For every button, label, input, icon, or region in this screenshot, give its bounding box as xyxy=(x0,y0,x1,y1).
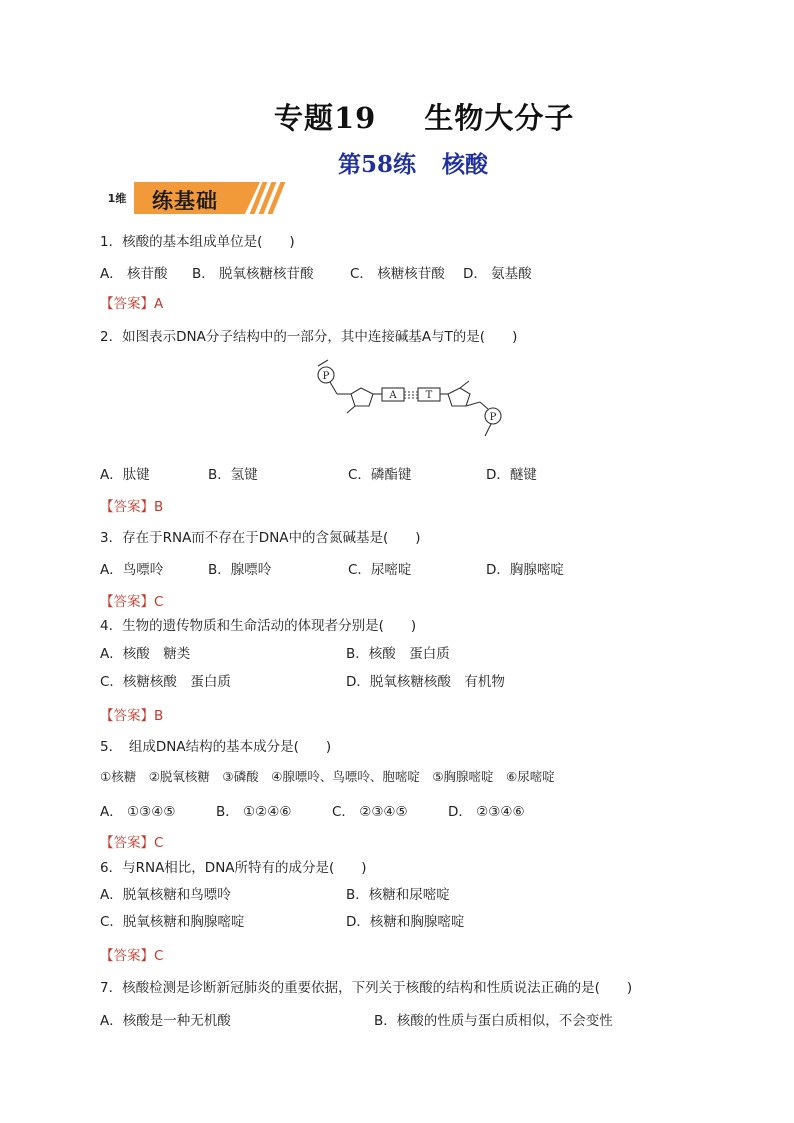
question-2-option-b: B．氢键 xyxy=(208,467,258,483)
diagram-bond xyxy=(466,402,480,406)
question-6-option-d: D．核糖和胸腺嘧啶 xyxy=(346,914,465,930)
diagram-bond xyxy=(460,381,469,388)
phosphate-label-right: P xyxy=(489,412,497,423)
question-4-option-d: D．脱氧核糖核酸 有机物 xyxy=(346,674,505,690)
section-banner xyxy=(100,182,280,216)
question-4-option-a: A．核酸 糖类 xyxy=(100,646,191,662)
question-5-answer: 【答案】C xyxy=(100,835,164,851)
dna-structure-diagram xyxy=(315,356,515,442)
question-1-answer: 【答案】A xyxy=(100,296,164,312)
question-4-option-b: B．核酸 蛋白质 xyxy=(346,646,450,662)
question-6-option-b: B．核糖和尿嘧啶 xyxy=(346,887,450,903)
question-5-components: ①核糖 ②脱氧核糖 ③磷酸 ④腺嘌呤、鸟嘌呤、胞嘧啶 ⑤胸腺嘧啶 ⑥尿嘧啶 xyxy=(100,769,555,784)
question-7-stem: 7．核酸检测是诊断新冠肺炎的重要依据，下列关于核酸的结构和性质说法正确的是( ) xyxy=(100,980,633,996)
page-subtitle xyxy=(338,146,488,179)
question-2-stem: 2．如图表示DNA分子结构中的一部分，其中连接碱基A与T的是( ) xyxy=(100,329,518,345)
question-7-option-a: A．核酸是一种无机酸 xyxy=(100,1013,231,1029)
subtitle-topic: 核酸 xyxy=(442,151,489,178)
question-4-stem: 4．生物的遗传物质和生命活动的体现者分别是( ) xyxy=(100,618,417,634)
question-3-option-c: C．尿嘧啶 xyxy=(348,562,412,578)
question-1-option-c: C． 核糖核苷酸 xyxy=(350,266,445,282)
base-a-label: A xyxy=(389,390,397,401)
base-t-label: T xyxy=(425,390,433,401)
subtitle-practice: 第58练 xyxy=(338,151,417,178)
sugar-pentagon-left xyxy=(351,388,373,406)
question-5-option-b: B． ①②④⑥ xyxy=(216,804,292,820)
question-4-option-c: C．核糖核酸 蛋白质 xyxy=(100,674,231,690)
question-1-option-a: A． 核苷酸 xyxy=(100,266,168,282)
question-6-option-a: A．脱氧核糖和鸟嘌呤 xyxy=(100,887,231,903)
diagram-bond xyxy=(347,406,355,413)
question-6-stem: 6．与RNA相比，DNA所特有的成分是( ) xyxy=(100,860,367,876)
question-1-option-d: D． 氨基酸 xyxy=(463,266,532,282)
diagram-bond xyxy=(318,360,328,366)
question-3-stem: 3．存在于RNA而不存在于DNA中的含氮碱基是( ) xyxy=(100,530,421,546)
question-5-stem: 5． 组成DNA结构的基本成分是( ) xyxy=(100,739,332,755)
question-3-answer: 【答案】C xyxy=(100,594,164,610)
question-2-option-c: C．磷酯键 xyxy=(348,467,412,483)
question-2-option-d: D．醚键 xyxy=(486,467,537,483)
diagram-bond xyxy=(330,382,337,394)
banner-label: 练基础 xyxy=(152,189,218,213)
title-topic: 专题19 xyxy=(274,101,377,135)
page-title xyxy=(274,96,574,137)
question-1-option-b: B． 脱氧核糖核苷酸 xyxy=(192,266,314,282)
diagram-bond xyxy=(480,402,488,409)
diagram-bond xyxy=(485,424,491,436)
question-2-answer: 【答案】B xyxy=(100,499,164,515)
question-7-option-b: B．核酸的性质与蛋白质相似，不会变性 xyxy=(374,1013,613,1029)
question-3-option-d: D．胸腺嘧啶 xyxy=(486,562,564,578)
question-6-option-c: C．脱氧核糖和胸腺嘧啶 xyxy=(100,914,245,930)
sugar-pentagon-right xyxy=(448,388,470,406)
question-1-stem: 1．核酸的基本组成单位是( ) xyxy=(100,234,295,250)
question-3-option-a: A．鸟嘌呤 xyxy=(100,562,164,578)
question-5-option-d: D． ②③④⑥ xyxy=(448,804,525,820)
title-subject: 生物大分子 xyxy=(424,101,575,135)
phosphate-label-left: P xyxy=(322,371,330,382)
banner-tag: 1维 xyxy=(100,184,134,212)
question-5-option-a: A． ①③④⑤ xyxy=(100,804,176,820)
question-4-answer: 【答案】B xyxy=(100,708,164,724)
question-5-option-c: C． ②③④⑤ xyxy=(332,804,408,820)
question-6-answer: 【答案】C xyxy=(100,948,164,964)
question-3-option-b: B．腺嘌呤 xyxy=(208,562,272,578)
question-2-option-a: A．肽键 xyxy=(100,467,150,483)
